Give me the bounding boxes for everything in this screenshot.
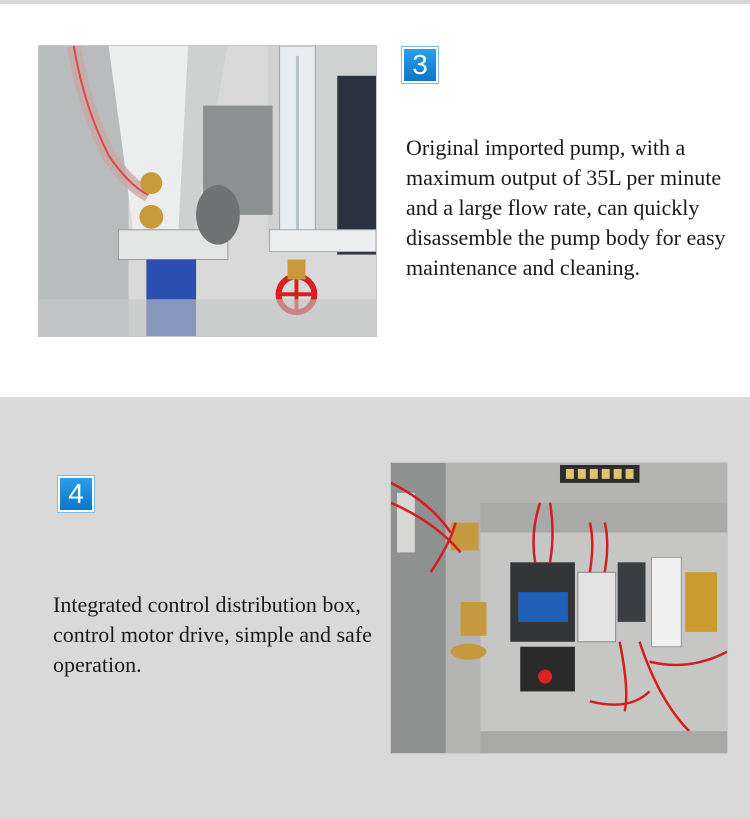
top-divider bbox=[0, 0, 750, 4]
pump-assembly-photo bbox=[38, 45, 377, 337]
control-box-photo bbox=[390, 462, 728, 754]
pump-description: Original imported pump, with a maximum output of 35L per minute and a large flow rate, can quickly disassemble the pump body for easy maintenance and cleaning. bbox=[406, 135, 726, 280]
control-box-description: Integrated control distribution box, control motor drive, simple and safe operation. bbox=[53, 592, 372, 677]
step-number-badge: 4 bbox=[58, 476, 94, 512]
step-number-badge: 3 bbox=[402, 47, 438, 83]
